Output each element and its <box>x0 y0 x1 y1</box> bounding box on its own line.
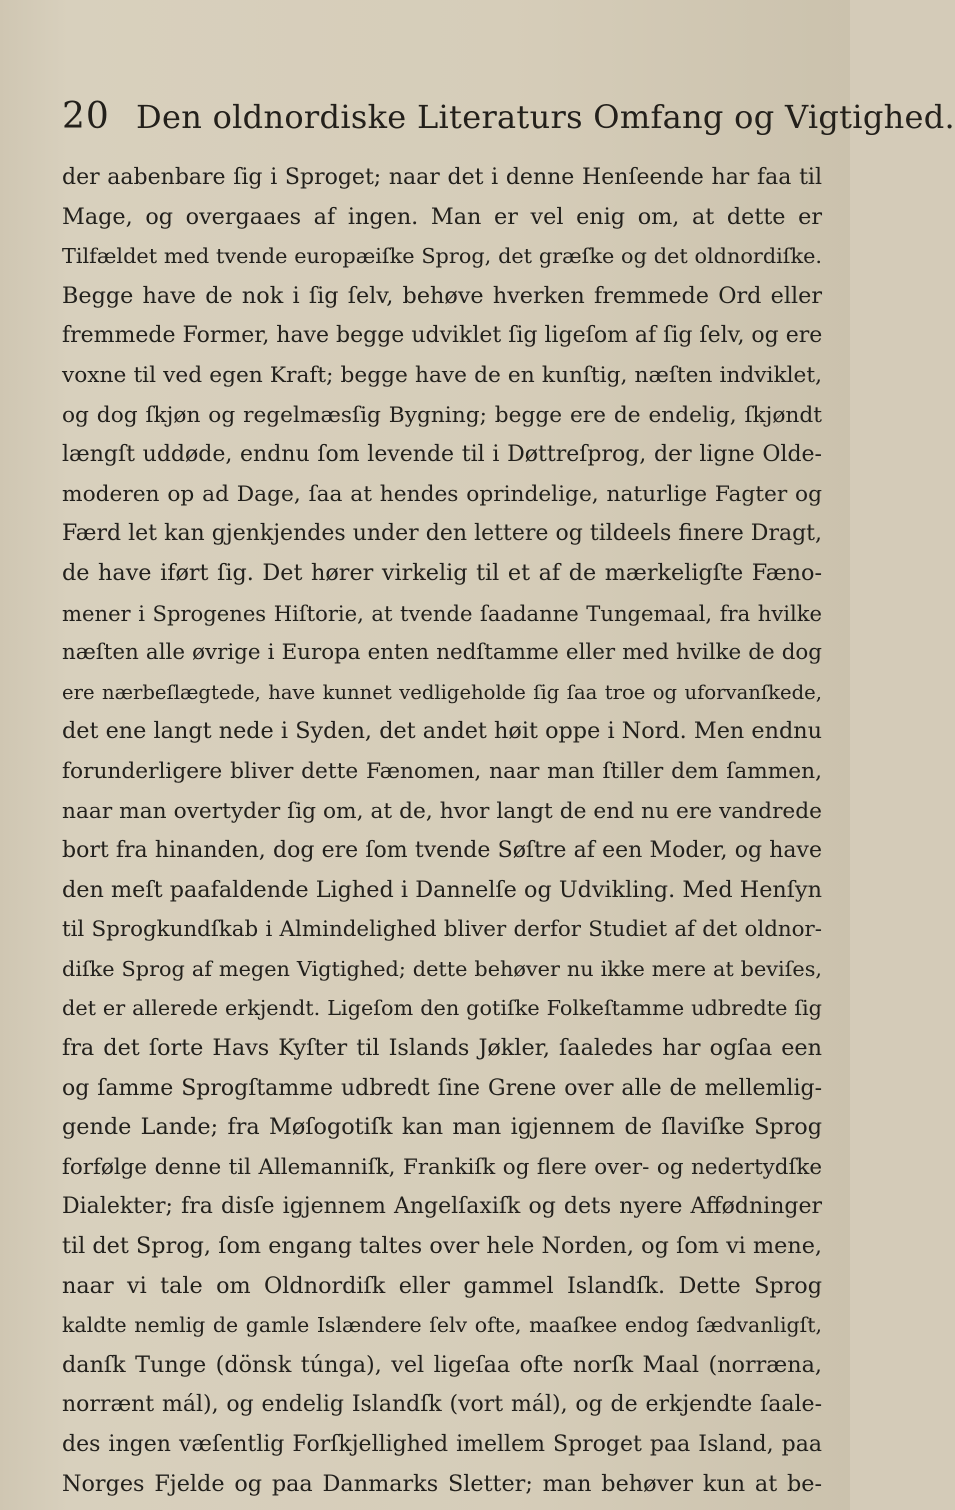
text-line: forunderligere bliver dette Fænomen, naar man ſtiller dem ſammen, <box>62 758 822 784</box>
page-number: 20 <box>62 96 110 137</box>
text-line: det ene langt nede i Syden, det andet høit oppe i Nord. Men endnu <box>62 718 822 745</box>
text-line: mener i Sprogenes Hiſtorie, at tvende ſaadanne Tungemaal, fra hvilke <box>62 600 822 626</box>
text-line: Dialekter; fra disſe igjennem Angelſaxiſk og dets nyere Affødninger <box>62 1194 822 1220</box>
text-line: Mage, og overgaaes af ingen. Man er vel enig om, at dette er <box>62 203 822 230</box>
text-line: norrænt mál), og endelig Islandſk (vort mál), og de erkjendte ſaale- <box>62 1392 822 1418</box>
text-line: til det Sprog, ſom engang taltes over hele Norden, og ſom vi mene, <box>62 1233 822 1260</box>
text-line: længſt uddøde, endnu ſom levende til i Døttreſprog, der ligne Olde- <box>62 442 822 468</box>
text-line: naar vi tale om Oldnordiſk eller gammel Islandſk. Dette Sprog <box>62 1272 822 1299</box>
text-line: bort fra hinanden, dog ere ſom tvende Søſtre af een Moder, og have <box>62 838 822 864</box>
text-line: fra det ſorte Havs Kyſter til Islands Jøkler, ſaaledes har ogſaa een <box>62 1035 822 1062</box>
text-line: naar man overtyder ſig om, at de, hvor langt de end nu ere vandrede <box>62 798 822 824</box>
text-line: og ſamme Sprogſtamme udbredt ſine Grene over alle de mellemlig- <box>62 1075 822 1101</box>
text-line: forfølge denne til Allemanniſk, Frankiſk og flere over- og nedertydſke <box>62 1154 822 1180</box>
text-line: og dog ſkjøn og regelmæsſig Bygning; begge ere de endelig, ſkjøndt <box>62 402 822 428</box>
text-line: de have iført ſig. Det hører virkelig til et af de mærkeligſte Fæno- <box>62 559 822 586</box>
text-line: Begge have de nok i ſig ſelv, behøve hverken fremmede Ord eller <box>62 282 822 309</box>
text-line: diſke Sprog af megen Vigtighed; dette behøver nu ikke mere at beviſes, <box>62 956 822 981</box>
body-text <box>62 158 822 1504</box>
text-line: gende Lande; fra Møſogotiſk kan man igjennem de ſlaviſke Sprog <box>62 1114 822 1141</box>
text-line: Norges Fjelde og paa Danmarks Sletter; man behøver kun at be- <box>62 1470 822 1497</box>
text-line: det er allerede erkjendt. Ligeſom den gotiſke Folkeſtamme udbredte ſig <box>62 996 822 1021</box>
text-line: ere nærbeſlægtede, have kunnet vedligeholde ſig ſaa troe og uforvanſkede, <box>62 680 822 704</box>
text-line: danſk Tunge (dönsk túnga), vel ligeſaa ofte norſk Maal (norræna, <box>62 1351 822 1378</box>
text-line: Tilfældet med tvende europæiſke Sprog, det græſke og det oldnordiſke. <box>62 244 822 269</box>
text-line: voxne til ved egen Kraft; begge have de en kunſtig, næſten indviklet, <box>62 362 822 388</box>
text-line: næſten alle øvrige i Europa enten nedſtamme eller med hvilke de dog <box>62 640 822 666</box>
text-line: kaldte nemlig de gamle Islændere ſelv ofte, maaſkee endog ſædvanligſt, <box>62 1313 822 1338</box>
page-header <box>62 92 955 148</box>
text-line: Færd let kan gjenkjendes under den lettere og tildeels finere Dragt, <box>62 521 822 547</box>
text-line: til Sprogkundſkab i Almindelighed bliver derfor Studiet af det oldnor- <box>62 917 822 943</box>
text-line: den meſt paafaldende Lighed i Dannelſe og Udvikling. Med Henſyn <box>62 876 822 903</box>
text-line: moderen op ad Dage, ſaa at hendes oprindelige, naturlige Fagter og <box>62 481 822 507</box>
text-line: fremmede Former, have begge udviklet ſig ligeſom af ſig ſelv, og ere <box>62 323 823 349</box>
running-head: Den oldnordiske Literaturs Omfang og Vigtighed. <box>136 98 955 136</box>
text-line: der aabenbare ſig i Sproget; naar det i denne Henſeende har faa til <box>62 165 822 190</box>
text-line: des ingen væſentlig Forſkjellighed imellem Sproget paa Island, paa <box>62 1432 822 1457</box>
